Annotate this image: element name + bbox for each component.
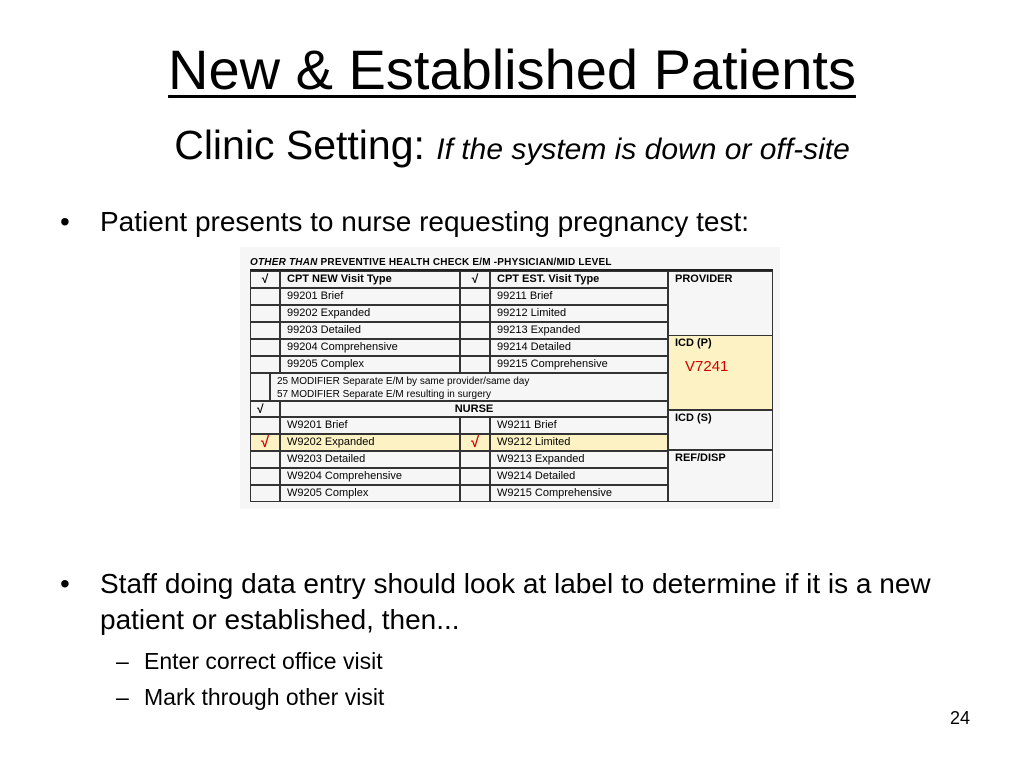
- est-visit-row: 99215 Comprehensive: [490, 356, 668, 373]
- nurse-new-row: W9201 Brief: [280, 417, 460, 434]
- form-header-rest: PREVENTIVE HEALTH CHECK E/M -PHYSICIAN/MID LEVEL: [320, 257, 612, 268]
- encounter-form: [240, 247, 780, 509]
- est-visit-row: 99214 Detailed: [490, 339, 668, 356]
- modifier-check-cell: [250, 373, 270, 401]
- page-number: 24: [949, 708, 970, 728]
- sub-bullet-2-text: Mark through other visit: [144, 684, 385, 710]
- nurse-new-row: W9203 Detailed: [280, 451, 460, 468]
- nurse-new-check-cell: [250, 468, 280, 485]
- bullet-dot: •: [60, 206, 70, 237]
- est-check-cell: [460, 322, 490, 339]
- new-check-header: √: [250, 271, 280, 288]
- nurse-new-check-cell: [250, 485, 280, 502]
- slide-title: New & Established Patients: [168, 38, 856, 101]
- subtitle-italic: If the system is down or off-site: [436, 133, 850, 166]
- modifier-25-text: 25 MODIFIER Separate E/M by same provider/same day: [277, 376, 530, 387]
- nurse-est-check-cell: [460, 417, 490, 434]
- new-visit-row: 99205 Complex: [280, 356, 460, 373]
- bullet-2: [60, 566, 970, 638]
- provider-box: PROVIDER: [668, 271, 773, 355]
- est-visit-row: 99211 Brief: [490, 288, 668, 305]
- nurse-header: NURSE: [280, 401, 668, 417]
- modifier-box: [270, 373, 668, 401]
- subtitle-main: Clinic Setting:: [174, 122, 425, 168]
- new-check-cell: [250, 305, 280, 322]
- nurse-est-row: W9211 Brief: [490, 417, 668, 434]
- new-check-cell: [250, 356, 280, 373]
- new-check-cell: [250, 322, 280, 339]
- est-check-cell: [460, 288, 490, 305]
- new-visit-row: 99203 Detailed: [280, 322, 460, 339]
- ref-disp-box: REF/DISP: [668, 450, 773, 502]
- nurse-check-header: √: [250, 401, 280, 417]
- est-visit-header: CPT EST. Visit Type: [490, 271, 668, 288]
- est-check-header: √: [460, 271, 490, 288]
- nurse-new-row: W9205 Complex: [280, 485, 460, 502]
- nurse-est-row: W9215 Comprehensive: [490, 485, 668, 502]
- nurse-est-row: W9213 Expanded: [490, 451, 668, 468]
- sub-bullet-1-text: Enter correct office visit: [144, 648, 383, 674]
- modifier-57-text: 57 MODIFIER Separate E/M resulting in surgery: [277, 389, 491, 400]
- icd-secondary-box: ICD (S): [668, 410, 773, 450]
- est-visit-row: 99213 Expanded: [490, 322, 668, 339]
- nurse-est-row: W9214 Detailed: [490, 468, 668, 485]
- sub-bullet-1: [116, 646, 383, 676]
- slide-subtitle: [0, 120, 1024, 175]
- bullet-dot: •: [60, 568, 70, 599]
- form-header: [250, 257, 773, 271]
- bullet-1: [60, 204, 960, 240]
- icd-primary-value: V7241: [685, 358, 729, 375]
- new-check-cell: [250, 339, 280, 356]
- nurse-est-row-marked: W9212 Limited: [490, 434, 668, 451]
- est-check-cell: [460, 356, 490, 373]
- nurse-est-check-cell: [460, 451, 490, 468]
- sub-bullet-dash: –: [116, 648, 129, 674]
- bullet-2-text: Staff doing data entry should look at label to determine if it is a new patient or established, then...: [100, 568, 931, 635]
- new-visit-row: 99204 Comprehensive: [280, 339, 460, 356]
- new-visit-row: 99202 Expanded: [280, 305, 460, 322]
- nurse-new-row: W9204 Comprehensive: [280, 468, 460, 485]
- est-visit-row: 99212 Limited: [490, 305, 668, 322]
- new-check-cell: [250, 288, 280, 305]
- new-visit-row: 99201 Brief: [280, 288, 460, 305]
- sub-bullet-dash: –: [116, 684, 129, 710]
- nurse-new-row-marked: W9202 Expanded: [280, 434, 460, 451]
- est-check-cell: [460, 305, 490, 322]
- marked-check-est: √: [460, 434, 490, 451]
- marked-check-new: √: [250, 434, 280, 451]
- icd-primary-box: [668, 335, 773, 410]
- bullet-1-text: Patient presents to nurse requesting pregnancy test:: [100, 206, 750, 237]
- new-visit-header: CPT NEW Visit Type: [280, 271, 460, 288]
- nurse-est-check-cell: [460, 485, 490, 502]
- nurse-est-check-cell: [460, 468, 490, 485]
- est-check-cell: [460, 339, 490, 356]
- sub-bullet-2: [116, 682, 384, 712]
- nurse-new-check-cell: [250, 417, 280, 434]
- form-header-italic: OTHER THAN: [250, 257, 318, 268]
- icd-primary-label: ICD (P): [675, 337, 712, 349]
- nurse-new-check-cell: [250, 451, 280, 468]
